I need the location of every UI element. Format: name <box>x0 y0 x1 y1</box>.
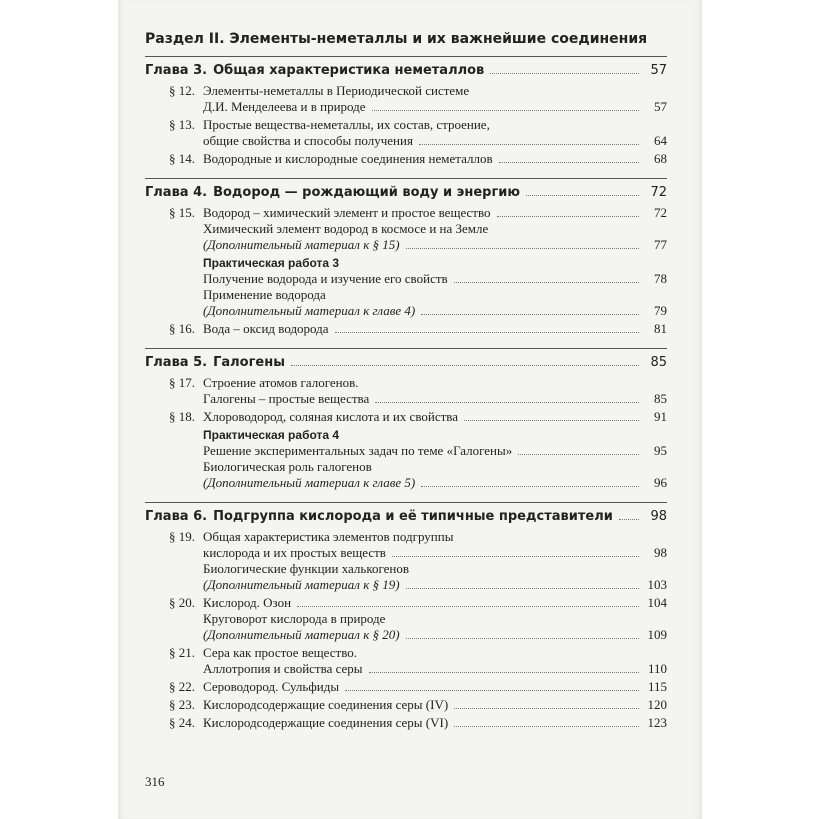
entry-text: (Дополнительный материал к § 19) <box>203 577 400 592</box>
divider <box>145 178 667 179</box>
toc-entry-15[interactable] <box>145 205 667 253</box>
entry-text: Биологические функции халькогенов <box>203 561 410 576</box>
leader-dots <box>406 248 639 249</box>
chapter-label: Глава 6. <box>145 509 208 524</box>
page-number: 57 <box>654 99 667 114</box>
paragraph-number: § 12. <box>169 83 195 98</box>
page-number: 95 <box>654 443 667 458</box>
toc-entry-21[interactable] <box>145 645 667 677</box>
entry-text: общие свойства и способы получения <box>203 133 413 148</box>
leader-dots <box>526 195 639 196</box>
page-number: 68 <box>654 151 667 166</box>
paragraph-number: § 15. <box>169 205 195 220</box>
entry-text: Круговорот кислорода в природе <box>203 611 386 626</box>
chapter-label: Глава 4. <box>145 185 208 200</box>
leader-dots <box>454 726 639 727</box>
entry-text: Простые вещества-неметаллы, их состав, строение, <box>203 117 490 132</box>
page-number: 109 <box>647 627 667 642</box>
toc-entry-18[interactable] <box>145 409 667 425</box>
entry-text: Аллотропия и свойства серы <box>203 661 363 676</box>
paragraph-number: § 13. <box>169 117 195 132</box>
page-number: 64 <box>654 133 667 148</box>
toc-entry-16[interactable] <box>145 321 667 337</box>
entry-text: Применение водорода <box>203 287 326 302</box>
entry-text: (Дополнительный материал к § 15) <box>203 237 400 252</box>
section-title: Раздел II. Элементы-неметаллы и их важнейшие соединения <box>145 31 648 47</box>
entry-text: Кислородсодержащие соединения серы (VI) <box>203 715 449 730</box>
entry-text: Кислородсодержащие соединения серы (IV) <box>203 697 449 712</box>
page-number: 98 <box>650 509 667 524</box>
page-number: 77 <box>654 237 667 252</box>
chapter-title: Водород — рождающий воду и энергию <box>213 185 520 200</box>
toc-entry-23[interactable] <box>145 697 667 713</box>
toc-entry-14[interactable] <box>145 151 667 167</box>
leader-dots <box>421 486 639 487</box>
divider <box>145 56 667 57</box>
entry-text: (Дополнительный материал к главе 4) <box>203 303 416 318</box>
paragraph-number: § 24. <box>169 715 195 730</box>
practical-work-4[interactable] <box>145 427 667 491</box>
page-number: 78 <box>654 271 667 286</box>
chapter-3[interactable] <box>145 59 667 83</box>
leader-dots <box>406 638 639 639</box>
chapter-5[interactable] <box>145 351 667 375</box>
leader-dots <box>499 162 639 163</box>
entry-text: кислорода и их простых веществ <box>203 545 386 560</box>
entry-text: Решение экспериментальных задач по теме «Галогены» <box>203 443 513 458</box>
page-number: 115 <box>647 679 667 694</box>
paragraph-number: § 14. <box>169 151 195 166</box>
page-number: 81 <box>654 321 667 336</box>
toc-entry-17[interactable] <box>145 375 667 407</box>
entry-text: (Дополнительный материал к главе 5) <box>203 475 416 490</box>
chapter-4[interactable] <box>145 181 667 205</box>
leader-dots <box>454 708 639 709</box>
page-number: 104 <box>647 595 667 610</box>
chapter-title: Общая характеристика неметаллов <box>213 63 485 78</box>
entry-text: Д.И. Менделеева и в природе <box>203 99 366 114</box>
leader-dots <box>464 420 639 421</box>
chapter-label: Глава 5. <box>145 355 208 370</box>
leader-dots <box>421 314 639 315</box>
entry-text: Галогены – простые вещества <box>203 391 370 406</box>
page-number: 79 <box>654 303 667 318</box>
page-number: 123 <box>647 715 667 730</box>
leader-dots <box>619 519 639 520</box>
leader-dots <box>297 606 639 607</box>
toc-entry-22[interactable] <box>145 679 667 695</box>
page-number: 91 <box>654 409 667 424</box>
entry-text: Водородные и кислородные соединения неметаллов <box>203 151 493 166</box>
entry-text: Общая характеристика элементов подгруппы <box>203 529 454 544</box>
chapter-label: Глава 3. <box>145 63 208 78</box>
chapter-title: Галогены <box>213 355 285 370</box>
practical-work-label: Практическая работа 3 <box>203 256 340 270</box>
leader-dots <box>518 454 639 455</box>
leader-dots <box>369 672 639 673</box>
practical-work-label: Практическая работа 4 <box>203 428 340 442</box>
leader-dots <box>406 588 639 589</box>
toc-entry-20[interactable] <box>145 595 667 643</box>
entry-text: (Дополнительный материал к § 20) <box>203 627 400 642</box>
entry-text: Получение водорода и изучение его свойств <box>203 271 448 286</box>
leader-dots <box>345 690 639 691</box>
entry-text: Сероводород. Сульфиды <box>203 679 340 694</box>
paragraph-number: § 20. <box>169 595 195 610</box>
leader-dots <box>291 365 639 366</box>
toc-entry-24[interactable] <box>145 715 667 731</box>
page-folio: 316 <box>145 774 165 789</box>
page-number: 98 <box>654 545 667 560</box>
leader-dots <box>375 402 639 403</box>
page-number: 85 <box>654 391 667 406</box>
leader-dots <box>419 144 639 145</box>
page-number: 103 <box>647 577 667 592</box>
chapter-title: Подгруппа кислорода и её типичные представители <box>213 509 613 524</box>
toc-entry-19[interactable] <box>145 529 667 593</box>
page-number: 72 <box>650 185 667 200</box>
page-number: 85 <box>650 355 667 370</box>
toc-entry-13[interactable] <box>145 117 667 149</box>
table-of-contents <box>145 28 667 733</box>
toc-entry-12[interactable] <box>145 83 667 115</box>
leader-dots <box>497 216 639 217</box>
paragraph-number: § 18. <box>169 409 195 424</box>
paragraph-number: § 21. <box>169 645 195 660</box>
entry-text: Химический элемент водород в космосе и на Земле <box>203 221 489 236</box>
paragraph-number: § 23. <box>169 697 195 712</box>
paragraph-number: § 17. <box>169 375 195 390</box>
entry-text: Строение атомов галогенов. <box>203 375 359 390</box>
page-number: 120 <box>647 697 667 712</box>
entry-text: Биологическая роль галогенов <box>203 459 372 474</box>
practical-work-3[interactable] <box>145 255 667 319</box>
leader-dots <box>454 282 639 283</box>
paragraph-number: § 22. <box>169 679 195 694</box>
page-number: 57 <box>650 63 667 78</box>
entry-text: Водород – химический элемент и простое вещество <box>203 205 491 220</box>
leader-dots <box>372 110 639 111</box>
paragraph-number: § 19. <box>169 529 195 544</box>
divider <box>145 502 667 503</box>
leader-dots <box>392 556 639 557</box>
page-number: 72 <box>654 205 667 220</box>
entry-text: Кислород. Озон <box>203 595 292 610</box>
leader-dots <box>335 332 639 333</box>
paragraph-number: § 16. <box>169 321 195 336</box>
chapter-6[interactable] <box>145 505 667 529</box>
leader-dots <box>490 73 639 74</box>
entry-text: Хлороводород, соляная кислота и их свойства <box>203 409 459 424</box>
entry-text: Вода – оксид водорода <box>203 321 329 336</box>
page-number: 110 <box>647 661 667 676</box>
page-number: 96 <box>654 475 667 490</box>
entry-text: Сера как простое вещество. <box>203 645 358 660</box>
divider <box>145 348 667 349</box>
entry-text: Элементы-неметаллы в Периодической системе <box>203 83 470 98</box>
